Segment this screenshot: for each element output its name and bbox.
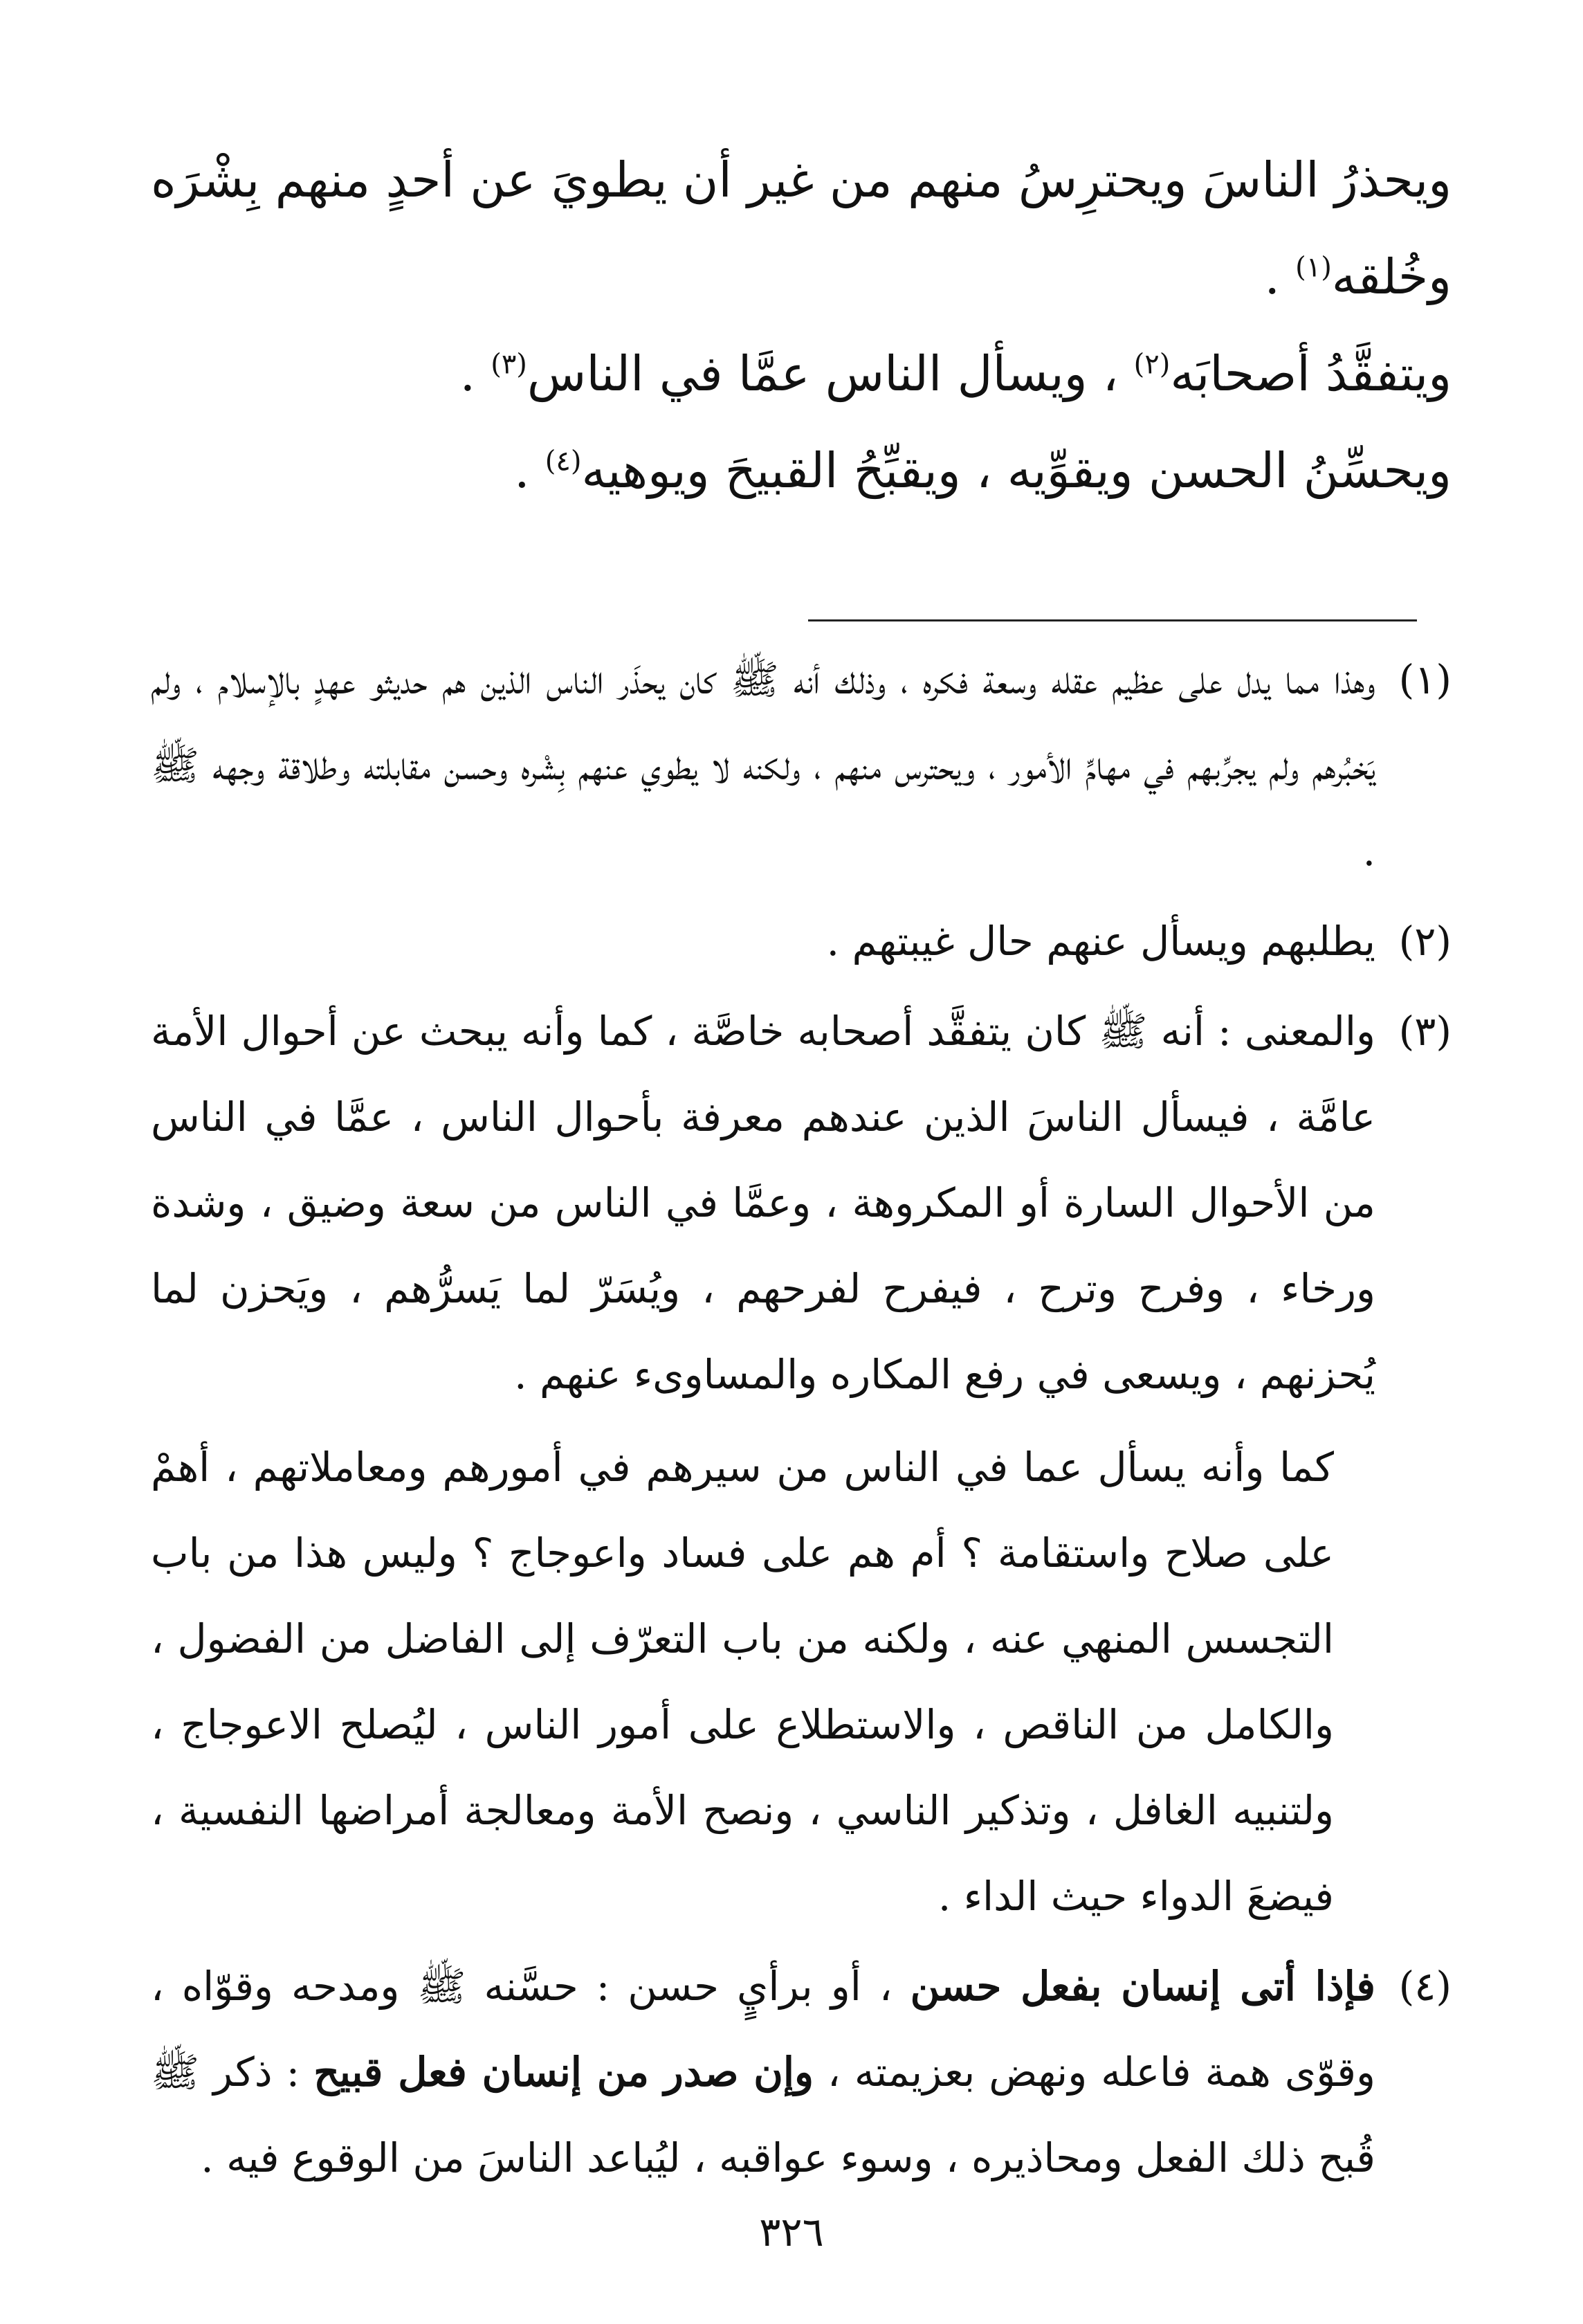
- footnote-4-number: (٤): [1398, 1963, 1452, 2010]
- main-line-2-text-a: ويتفقَّدُ أصحابَه: [1170, 345, 1452, 402]
- main-paragraph-2: [151, 325, 1452, 422]
- main-paragraph-3: [151, 422, 1452, 519]
- footnote-4-text-2: : ذكر ﷺ قُبح ذلك الفعل ومحاذيره ، وسوء عواقبه ، ليُباعد الناسَ من الوقوع فيه .: [151, 2049, 1375, 2181]
- footnote-ref-4: (٤): [545, 445, 582, 478]
- footnote-1: [151, 637, 1452, 894]
- main-line-1-end: .: [1264, 248, 1296, 305]
- main-line-3-end: .: [514, 442, 545, 499]
- footnote-1-number: (١): [1398, 656, 1452, 703]
- footnote-ref-1: (١): [1295, 251, 1332, 284]
- footnote-3-continuation: كما وأنه يسأل عما في الناس من سيرهم في أمورهم ومعاملاتهم ، أهمْ على صلاح واستقامة ؟ أم هم على فساد واعوجاج ؟ وليس هذا من باب التجسس المنهي عنه ، ولكنه من باب التعرّف إلى الفاضل من الفضول ، والكامل من الناقص ، والاستطلاع على أمور الناس ، ليُصلح الاعوجاج ، ولتنبيه الغافل ، وتذكير الناسي ، ونصح الأمة ومعالجة أمراضها النفسية ، فيضعَ الدواء حيث الداء .: [151, 1444, 1334, 1920]
- footnote-4-bold-2: وإن صدر من إنسان فعل قبيح: [313, 2049, 814, 2096]
- footnote-4: [151, 1943, 1452, 2201]
- footnote-ref-2: (٢): [1133, 348, 1171, 381]
- footnote-2-text: يطلبهم ويسأل عنهم حال غيبتهم .: [826, 918, 1375, 965]
- footnote-4-body: [151, 1943, 1375, 2201]
- main-paragraph-1: [151, 131, 1452, 325]
- footnote-divider: [808, 619, 1417, 621]
- footnote-2-number: (٢): [1398, 918, 1452, 965]
- footnote-1-text: وهذا مما يدل على عظيم عقله وسعة فكره ، وذلك أنه ﷺ كان يحذَر الناس الذين هم حديثو عهدٍ بالإسلام ، ولم يَخبُرهم ولم يجرِّبهم في مهامِّ الأمور ، ويحترس منهم ، ولكنه لا يطوي عنهم بِشْره وحسن مقابلته وطلاقة وجهه ﷺ .: [151, 656, 1376, 875]
- main-line-2-end: .: [459, 345, 491, 402]
- main-line-3-text: ويحسِّنُ الحسن ويقوِّيه ، ويقبِّحُ القبيحَ ويوهيه: [581, 442, 1452, 499]
- main-text: [151, 131, 1452, 519]
- footnote-4-bold-1: فإذا أتى إنسان بفعل حسن: [910, 1963, 1375, 2010]
- footnote-3-text: والمعنى : أنه ﷺ كان يتفقَّد أصحابه خاصَّة ، كما وأنه يبحث عن أحوال الأمة عامَّة ، فيسأل الناسَ الذين عندهم معرفة بأحوال الناس ، عمَّا في الناس من الأحوال السارة أو المكروهة ، وعمَّا في الناس من سعة وضيق ، وشدة ورخاء ، وفرح وترح ، فيفرح لفرحهم ، ويُسَرّ لما يَسرُّهم ، ويَحزن لما يُحزنهم ، ويسعى في رفع المكاره والمساوىء عنهم .: [151, 1008, 1375, 1398]
- footnote-3: [151, 988, 1452, 1417]
- footnote-4-text-1: ، أو برأيٍ حسن : حسَّنه ﷺ ومدحه وقوّاه ، وقوّى همة فاعله ونهض بعزيمته ،: [151, 1963, 1375, 2096]
- footnotes-section: [151, 637, 1452, 2205]
- footnote-3-number: (٣): [1398, 1008, 1452, 1055]
- page-number: ٣٢٦: [759, 2208, 824, 2255]
- main-line-2-text-b: ، ويسأل الناس عمَّا في الناس: [527, 345, 1134, 402]
- footnote-ref-3: (٣): [491, 348, 527, 381]
- footnote-2: [151, 898, 1452, 984]
- main-line-1-text: ويحذرُ الناسَ ويحترِسُ منهم من غير أن يطويَ عن أحدٍ منهم بِشْرَه وخُلقه: [151, 152, 1452, 305]
